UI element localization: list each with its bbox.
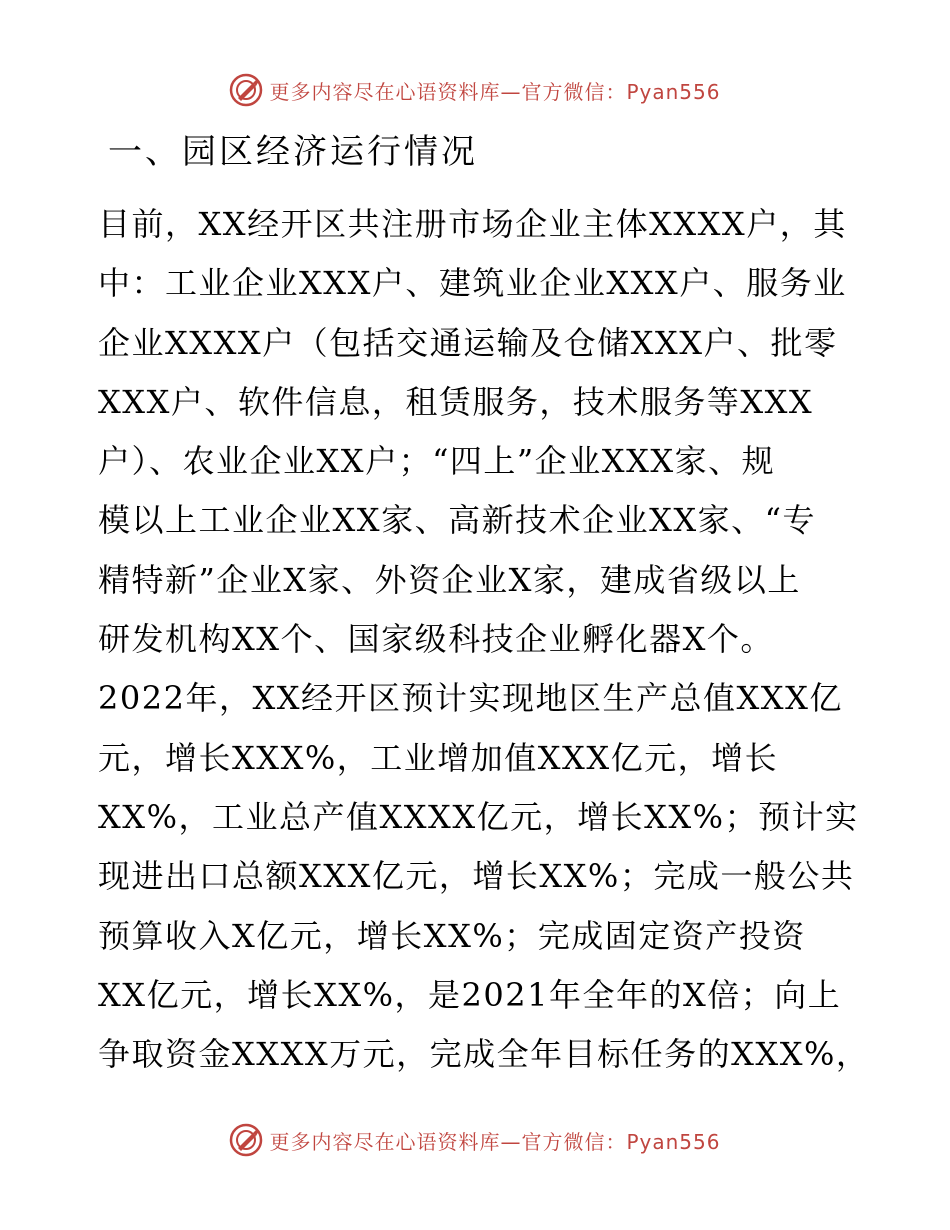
- watermark-banner-bottom: [0, 1120, 950, 1160]
- body-paragraph: [98, 195, 870, 1084]
- paragraph-line: 目前，XX经开区共注册市场企业主体XXXX户，其: [98, 205, 847, 243]
- watermark-content: [229, 1123, 720, 1157]
- paragraph-line: 中：工业企业XXX户、建筑业企业XXX户、服务业: [98, 264, 847, 303]
- paragraph-line: 元，增长XXX%，工业增加值XXX亿元，增长: [98, 738, 779, 777]
- watermark-text: 更多内容尽在心语资料库—官方微信：Pyan556: [269, 79, 721, 104]
- paragraph-line: 现进出口总额XXX亿元，增长XX%；完成一般公共: [98, 857, 855, 896]
- paragraph-line: 模以上工业企业XX家、高新技术企业XX家、“专: [98, 501, 816, 540]
- paragraph-line: XXX户、软件信息，租赁服务，技术服务等XXX: [98, 382, 814, 421]
- paragraph-line: 争取资金XXXX万元，完成全年目标任务的XXX%，: [98, 1035, 870, 1074]
- paragraph-line: 精特新”企业X家、外资企业X家，建成省级以上: [98, 560, 801, 599]
- paragraph-line: 2022年，XX经开区预计实现地区生产总值XXX亿: [98, 679, 843, 718]
- brand-logo-icon: [229, 73, 263, 107]
- paragraph-line: 户）、农业企业XX户；“四上”企业XXX家、规: [98, 442, 776, 481]
- paragraph-line: XX亿元，增长XX%，是2021年全年的X倍；向上: [98, 975, 842, 1014]
- watermark-banner-top: [0, 70, 950, 110]
- paragraph-line: 研发机构XX个、国家级科技企业孵化器X个。: [98, 620, 774, 659]
- watermark-text: 更多内容尽在心语资料库—官方微信：Pyan556: [269, 1129, 721, 1154]
- paragraph-line: 预算收入X亿元，增长XX%；完成固定资产投资: [98, 916, 806, 955]
- paragraph-line: XX%，工业总产值XXXX亿元，增长XX%；预计实: [98, 797, 859, 836]
- section-heading: 一、园区经济运行情况: [108, 132, 478, 172]
- paragraph-line: 企业XXXX户（包括交通运输及仓储XXX户、批零: [98, 323, 838, 362]
- watermark-content: [229, 73, 720, 107]
- brand-logo-icon: [229, 1123, 263, 1157]
